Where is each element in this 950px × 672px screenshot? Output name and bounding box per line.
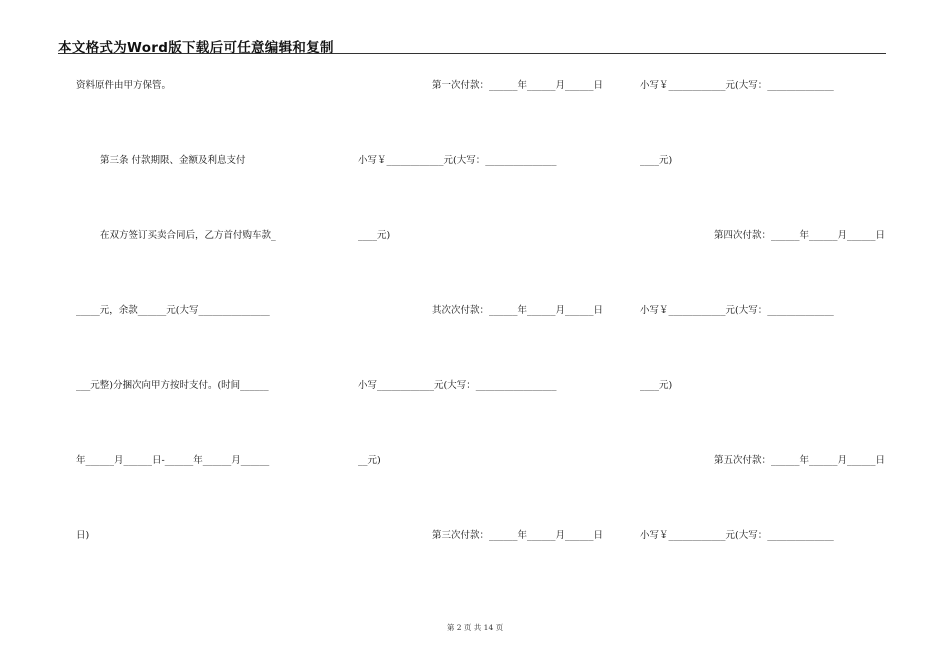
amount-line-end: ____元)	[640, 155, 673, 166]
amount-line: 小写￥____________元(大写：______________	[640, 530, 834, 541]
page-number: 第 2 页 共 14 页	[446, 623, 504, 632]
payment-date-line: 其次次付款：______年______月______日	[431, 305, 603, 316]
text-line: 资料原件由甲方保管。	[76, 80, 172, 91]
payment-date-line: 第三次付款：______年______月______日	[431, 530, 603, 541]
text-column-left	[76, 0, 326, 672]
document-header-title: 本文格式为Word版下载后可任意编辑和复制	[58, 40, 334, 56]
text-line: 在双方签订买卖合同后，乙方首付购车款_	[100, 230, 276, 241]
amount-line: 小写￥____________元(大写：______________	[640, 305, 834, 316]
amount-line-end: __元)	[358, 455, 381, 466]
amount-line: 小写____________元(大写：_________________	[358, 380, 557, 391]
amount-line: 小写￥____________元(大写：______________	[640, 80, 834, 91]
text-line: 日)	[76, 530, 90, 541]
text-column-middle	[358, 0, 603, 672]
text-column-right	[640, 0, 885, 672]
amount-line-end: ____元)	[358, 230, 391, 241]
section-heading: 第三条 付款期限、金额及利息支付	[100, 155, 246, 166]
payment-date-line: 第五次付款：______年______月______日	[713, 455, 885, 466]
text-line: _____元，余款______元(大写_______________	[76, 305, 270, 316]
payment-date-line: 第一次付款：______年______月______日	[431, 80, 603, 91]
amount-line: 小写￥____________元(大写：_______________	[358, 155, 557, 166]
text-line: ___元整)分捆次向甲方按时支付。(时间______	[76, 380, 269, 391]
payment-date-line: 第四次付款：______年______月______日	[713, 230, 885, 241]
text-line: 年______月______日-______年______月______	[76, 455, 270, 466]
amount-line-end: ____元)	[640, 380, 673, 391]
